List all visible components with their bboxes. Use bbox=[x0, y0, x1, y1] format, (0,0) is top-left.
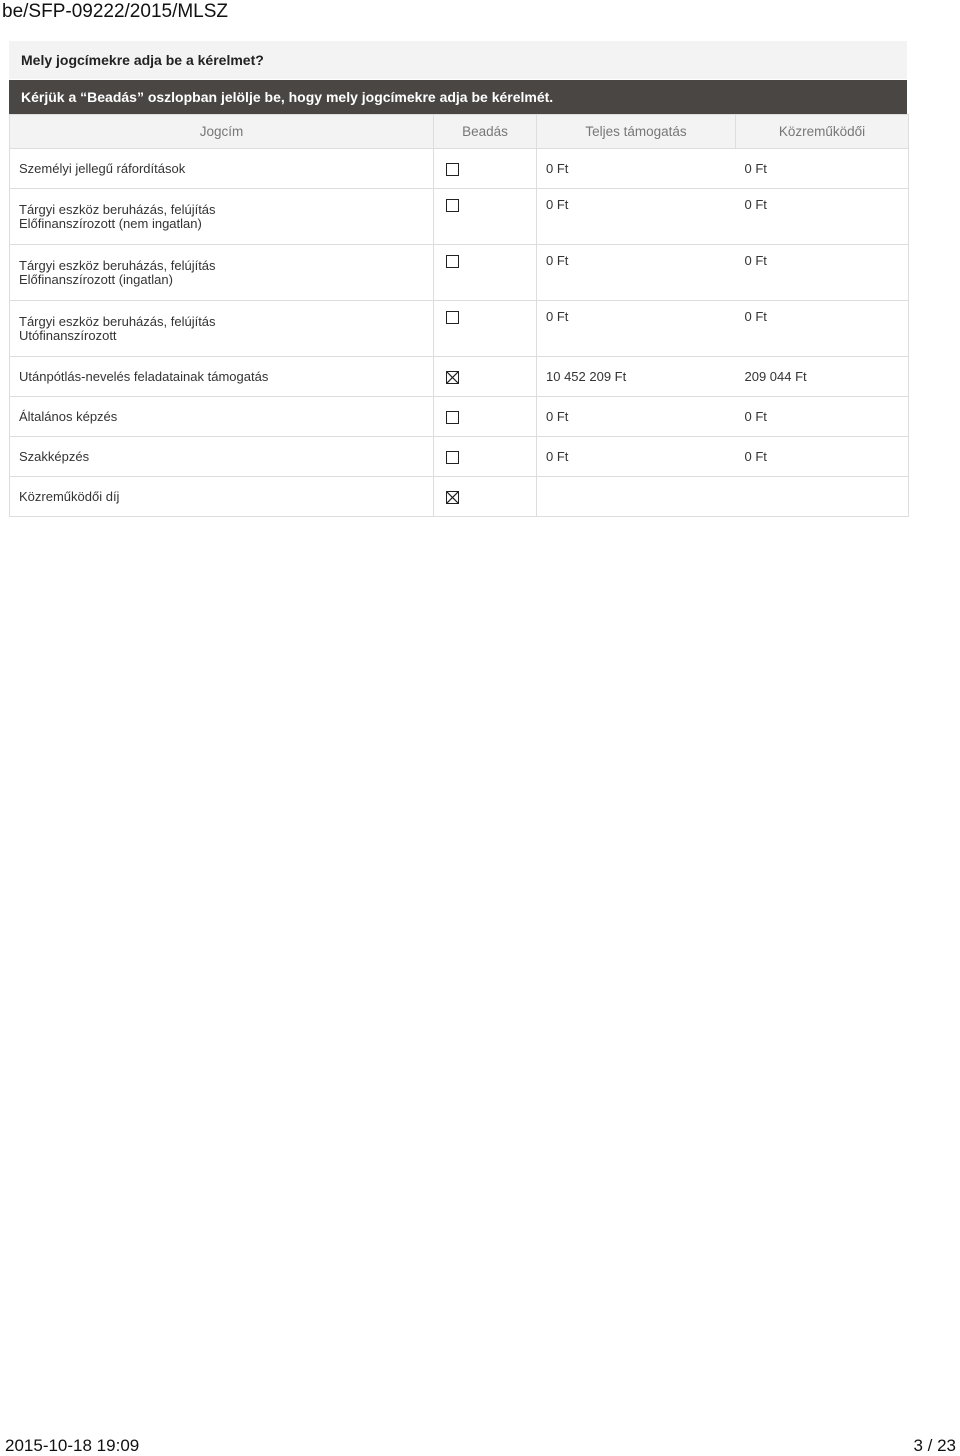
check-cross-icon bbox=[447, 492, 458, 503]
row-title-line1: Általános képzés bbox=[19, 408, 118, 424]
table-row bbox=[10, 437, 909, 477]
submit-cell bbox=[434, 397, 537, 437]
submit-cell bbox=[434, 477, 537, 517]
full-support-amount: 0 Ft bbox=[537, 149, 736, 189]
table-row bbox=[10, 477, 909, 517]
intermediary-amount: 0 Ft bbox=[736, 397, 909, 437]
row-title-line2: Előfinanszírozott (ingatlan) bbox=[19, 271, 173, 287]
row-title-line1: Személyi jellegű ráfordítások bbox=[19, 160, 186, 176]
row-title-cell bbox=[10, 357, 434, 397]
instruction-bar: Kérjük a “Beadás” oszlopban jelölje be, hogy mely jogcímekre adja be kérelmét. bbox=[9, 80, 907, 114]
document-id: be/SFP-09222/2015/MLSZ bbox=[2, 1, 229, 22]
table-row bbox=[10, 189, 909, 245]
table-row bbox=[10, 357, 909, 397]
table-row bbox=[10, 245, 909, 301]
row-title-line1: Tárgyi eszköz beruházás, felújítás bbox=[19, 257, 216, 273]
submit-cell bbox=[434, 301, 537, 357]
column-header-intermediary: Közreműködői bbox=[736, 115, 909, 149]
submit-checkbox[interactable] bbox=[446, 451, 459, 464]
column-header-full-support: Teljes támogatás bbox=[537, 115, 736, 149]
submit-checkbox[interactable] bbox=[446, 163, 459, 176]
footer-page-number: 3 / 23 bbox=[913, 1436, 956, 1455]
intermediary-amount: 0 Ft bbox=[736, 301, 909, 357]
submit-cell bbox=[434, 357, 537, 397]
table-header-row bbox=[10, 115, 909, 149]
row-title-line1: Közreműködői díj bbox=[19, 488, 120, 504]
submit-checkbox[interactable] bbox=[446, 411, 459, 424]
row-title-cell bbox=[10, 397, 434, 437]
check-cross-icon bbox=[447, 372, 458, 383]
funding-title-table bbox=[9, 114, 909, 517]
row-title-cell bbox=[10, 189, 434, 245]
row-title-line2: Utófinanszírozott bbox=[19, 327, 117, 343]
row-title-line1: Utánpótlás-nevelés feladatainak támogatás bbox=[19, 368, 269, 384]
footer-datetime: 2015-10-18 19:09 bbox=[5, 1436, 140, 1455]
full-support-amount: 0 Ft bbox=[537, 189, 736, 245]
submit-checkbox-checked[interactable] bbox=[446, 371, 459, 384]
row-title-line1: Tárgyi eszköz beruházás, felújítás bbox=[19, 313, 216, 329]
column-header-title: Jogcím bbox=[10, 115, 434, 149]
submit-checkbox[interactable] bbox=[446, 199, 459, 212]
row-title-line1: Tárgyi eszköz beruházás, felújítás bbox=[19, 201, 216, 217]
row-title-cell bbox=[10, 301, 434, 357]
table-row bbox=[10, 149, 909, 189]
intermediary-amount: 0 Ft bbox=[736, 189, 909, 245]
section-title: Mely jogcímekre adja be a kérelmet? bbox=[9, 41, 907, 79]
submit-checkbox-checked[interactable] bbox=[446, 491, 459, 504]
submit-cell bbox=[434, 149, 537, 189]
intermediary-amount bbox=[736, 477, 909, 517]
row-title-line2: Előfinanszírozott (nem ingatlan) bbox=[19, 215, 202, 231]
full-support-amount: 0 Ft bbox=[537, 397, 736, 437]
submit-checkbox[interactable] bbox=[446, 311, 459, 324]
intermediary-amount: 0 Ft bbox=[736, 149, 909, 189]
row-title-line1: Szakképzés bbox=[19, 448, 90, 464]
row-title-cell bbox=[10, 477, 434, 517]
full-support-amount: 0 Ft bbox=[537, 245, 736, 301]
submit-checkbox[interactable] bbox=[446, 255, 459, 268]
table-row bbox=[10, 301, 909, 357]
submit-cell bbox=[434, 189, 537, 245]
intermediary-amount: 0 Ft bbox=[736, 245, 909, 301]
full-support-amount: 0 Ft bbox=[537, 301, 736, 357]
table-row bbox=[10, 397, 909, 437]
full-support-amount: 0 Ft bbox=[537, 437, 736, 477]
full-support-amount bbox=[537, 477, 736, 517]
column-header-submit: Beadás bbox=[434, 115, 537, 149]
row-title-cell bbox=[10, 245, 434, 301]
row-title-cell bbox=[10, 437, 434, 477]
submit-cell bbox=[434, 437, 537, 477]
row-title-cell bbox=[10, 149, 434, 189]
intermediary-amount: 209 044 Ft bbox=[736, 357, 909, 397]
intermediary-amount: 0 Ft bbox=[736, 437, 909, 477]
full-support-amount: 10 452 209 Ft bbox=[537, 357, 736, 397]
submit-cell bbox=[434, 245, 537, 301]
